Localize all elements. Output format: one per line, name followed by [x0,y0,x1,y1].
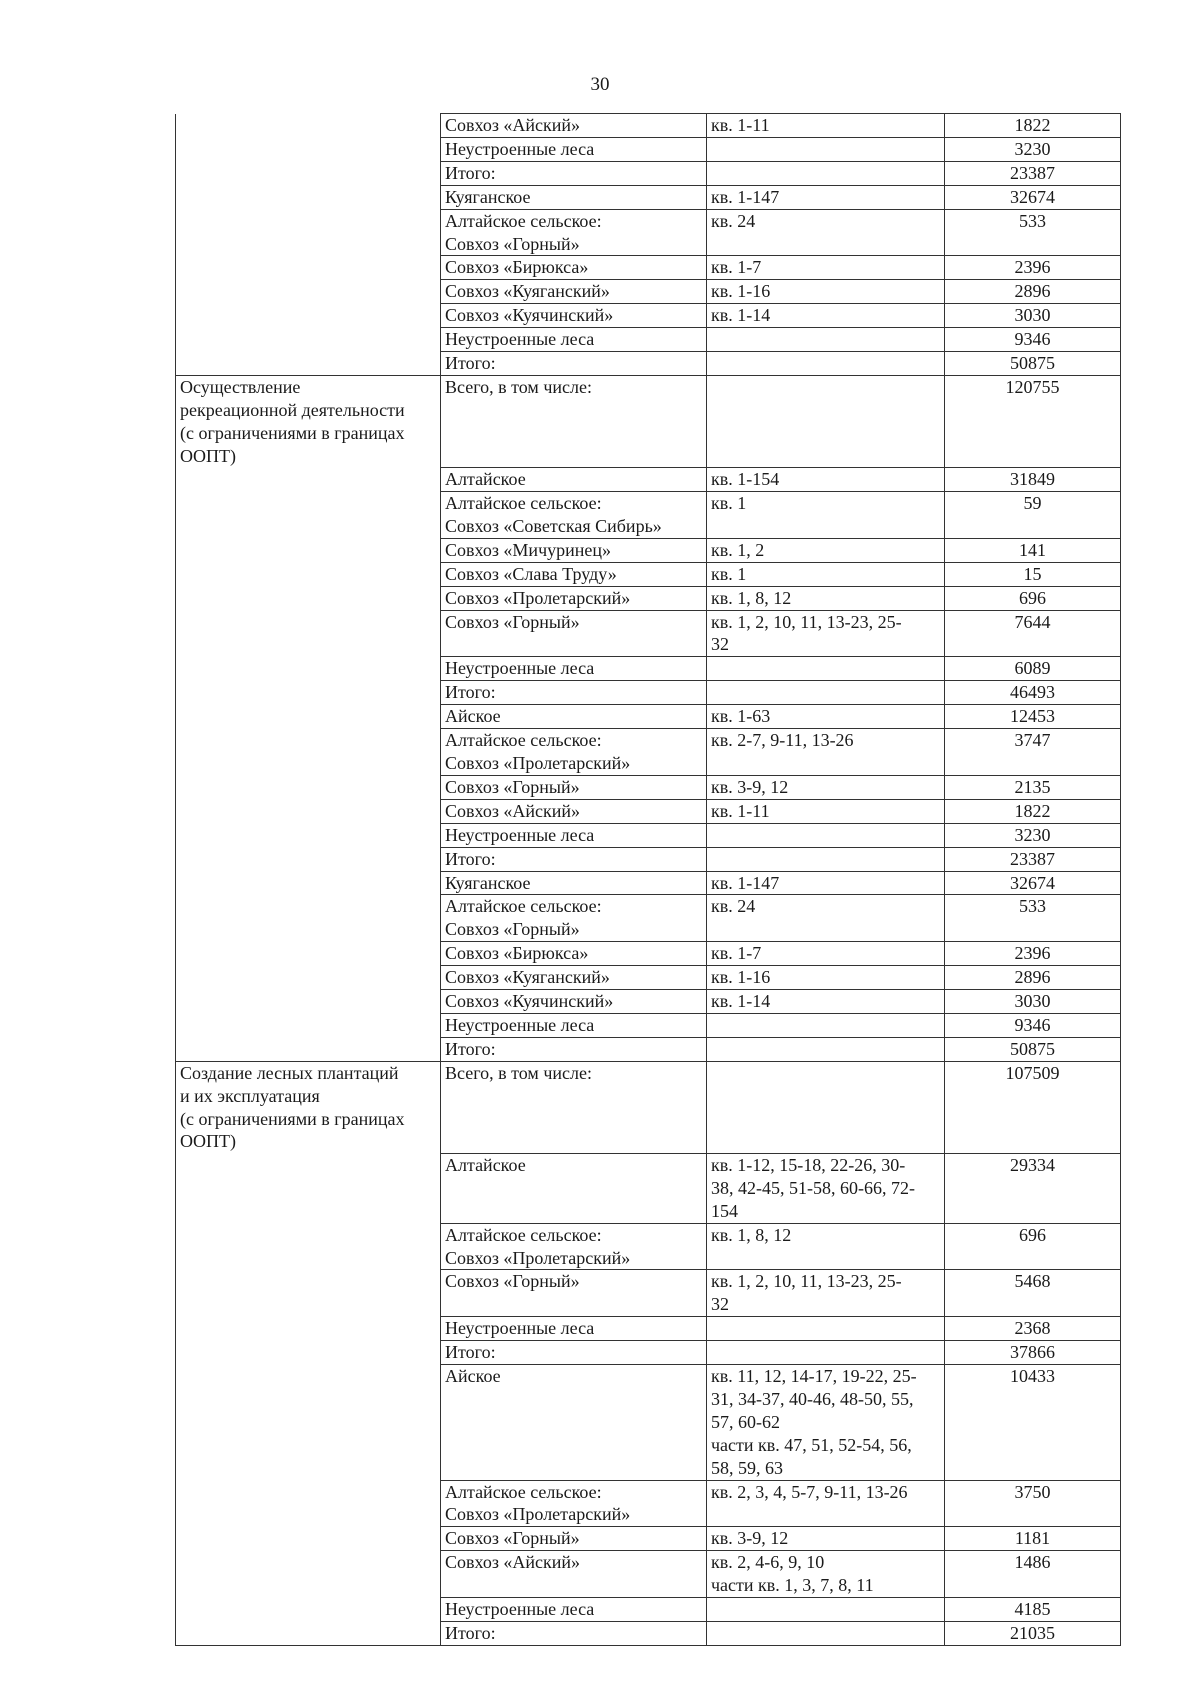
table-row [176,304,1121,328]
use-type-cell [176,161,441,185]
use-type-cell [176,1365,441,1481]
use-type-cell [176,256,441,280]
forestry-cell: Неустроенные леса [441,1317,707,1341]
forestry-cell: Алтайское [441,468,707,492]
use-type-cell [176,823,441,847]
area-cell: 31849 [945,468,1121,492]
table-row [176,256,1121,280]
use-type-cell [176,1270,441,1317]
table-row [176,1598,1121,1622]
use-type-cell [176,586,441,610]
forestry-cell: Совхоз «Слава Труду» [441,562,707,586]
area-cell: 3230 [945,137,1121,161]
cell-line: Алтайское сельское: [445,730,602,751]
table-row [176,705,1121,729]
table-row [176,610,1121,657]
table-row [176,1153,1121,1223]
area-cell: 21035 [945,1622,1121,1646]
use-type-cell [176,1480,441,1527]
cell-line: Алтайское сельское: [445,896,602,917]
area-cell: 2896 [945,280,1121,304]
forestry-cell: Неустроенные леса [441,1598,707,1622]
use-type-cell [176,1037,441,1061]
quarters-cell [707,823,945,847]
use-type-cell [176,375,441,467]
area-cell: 37866 [945,1341,1121,1365]
use-type-cell [176,1598,441,1622]
area-cell: 9346 [945,328,1121,352]
quarters-cell [707,1153,945,1223]
forestry-cell: Совхоз «Айский» [441,1551,707,1598]
quarters-cell [707,328,945,352]
cell-line: части кв. 47, 51, 52-54, 56, [711,1434,912,1455]
forestry-cell: Совхоз «Бирюкса» [441,256,707,280]
table-row [176,729,1121,776]
area-cell: 141 [945,538,1121,562]
table-row [176,681,1121,705]
area-cell: 2135 [945,775,1121,799]
table-row [176,492,1121,539]
cell-line: кв. 1-12, 15-18, 22-26, 30- [711,1154,906,1175]
quarters-cell [707,657,945,681]
area-cell: 23387 [945,847,1121,871]
area-cell: 29334 [945,1153,1121,1223]
table-row [176,1037,1121,1061]
table-row [176,137,1121,161]
cell-line: Алтайское сельское: [445,493,602,513]
forestry-cell: Совхоз «Мичуринец» [441,538,707,562]
use-type-cell [176,610,441,657]
quarters-cell: кв. 1-154 [707,468,945,492]
forestry-cell: Итого: [441,352,707,376]
quarters-cell: кв. 1, 2 [707,538,945,562]
forestry-cell: Всего, в том числе: [441,1061,707,1153]
quarters-cell [707,1037,945,1061]
page-number: 30 [590,74,610,95]
area-cell: 7644 [945,610,1121,657]
forestry-cell: Итого: [441,161,707,185]
use-type-cell [176,1341,441,1365]
forestry-cell: Совхоз «Айский» [441,114,707,138]
cell-line: Алтайское сельское: [445,210,602,231]
forestry-cell: Совхоз «Куячинский» [441,304,707,328]
table-row [176,1365,1121,1481]
quarters-cell [707,1013,945,1037]
cell-line: кв. 11, 12, 14-17, 19-22, 25- [711,1366,917,1387]
table-row [176,185,1121,209]
quarters-cell [707,847,945,871]
cell-line: 58, 59, 63 [711,1457,783,1478]
cell-line: 154 [711,1200,738,1221]
quarters-cell [707,1270,945,1317]
area-cell: 696 [945,586,1121,610]
use-type-cell [176,468,441,492]
quarters-cell: кв. 1-11 [707,799,945,823]
area-cell: 3747 [945,729,1121,776]
forestry-cell: Совхоз «Айский» [441,799,707,823]
quarters-cell: кв. 1-147 [707,185,945,209]
use-type-cell [176,942,441,966]
forestry-cell: Айское [441,705,707,729]
use-type-cell [176,114,441,138]
area-cell: 4185 [945,1598,1121,1622]
area-cell: 1486 [945,1551,1121,1598]
forestry-cell [441,895,707,942]
area-cell: 32674 [945,185,1121,209]
quarters-cell [707,1551,945,1598]
table-row [176,775,1121,799]
cell-line: ООПТ) [180,445,236,466]
quarters-cell: кв. 1-63 [707,705,945,729]
table-row [176,375,1121,467]
table-row [176,847,1121,871]
cell-line: (с ограничениями в границах [180,422,405,443]
area-cell: 533 [945,209,1121,256]
area-cell: 107509 [945,1061,1121,1153]
area-cell: 15 [945,562,1121,586]
cell-line: Осуществление [180,376,301,397]
area-cell: 120755 [945,375,1121,467]
area-cell: 696 [945,1223,1121,1270]
forestry-cell: Алтайское [441,1153,707,1223]
quarters-cell: кв. 1-14 [707,990,945,1014]
quarters-cell [707,137,945,161]
forestry-cell [441,1223,707,1270]
use-type-cell [176,847,441,871]
quarters-cell: кв. 24 [707,895,945,942]
table-row [176,468,1121,492]
cell-line: части кв. 1, 3, 7, 8, 11 [711,1575,874,1596]
use-type-cell [176,1527,441,1551]
quarters-cell: кв. 1, 8, 12 [707,586,945,610]
table-row [176,280,1121,304]
area-cell: 1181 [945,1527,1121,1551]
cell-line: кв. 1, 2, 10, 11, 13-23, 25- [711,611,902,632]
area-cell: 3230 [945,823,1121,847]
table-row [176,1223,1121,1270]
forestry-cell [441,492,707,539]
area-cell: 3030 [945,990,1121,1014]
use-type-cell [176,799,441,823]
table-row [176,538,1121,562]
table-row [176,823,1121,847]
quarters-cell [707,1365,945,1481]
use-type-cell [176,1622,441,1646]
cell-line: и их эксплуатация [180,1085,320,1106]
cell-line: Совхоз «Горный» [445,919,580,940]
table-row [176,1061,1121,1153]
area-cell: 1822 [945,114,1121,138]
use-type-cell [176,1153,441,1223]
quarters-cell: кв. 1-14 [707,304,945,328]
table-row [176,942,1121,966]
forestry-cell: Неустроенные леса [441,657,707,681]
cell-line: Совхоз «Горный» [445,233,580,254]
use-type-cell [176,280,441,304]
table-row [176,1480,1121,1527]
cell-line: Совхоз «Пролетарский» [445,1504,631,1525]
quarters-cell: кв. 2-7, 9-11, 13-26 [707,729,945,776]
quarters-cell: кв. 1-11 [707,114,945,138]
area-cell: 3030 [945,304,1121,328]
forestry-cell [441,1480,707,1527]
area-cell: 2896 [945,966,1121,990]
use-type-cell [176,657,441,681]
quarters-cell [707,161,945,185]
use-type-cell [176,990,441,1014]
use-type-cell [176,1551,441,1598]
forestry-cell: Неустроенные леса [441,823,707,847]
use-type-cell [176,966,441,990]
table-row [176,1270,1121,1317]
forestry-cell: Неустроенные леса [441,1013,707,1037]
forestry-cell: Совхоз «Горный» [441,610,707,657]
table-row [176,1622,1121,1646]
table-row [176,114,1121,138]
use-type-cell [176,1223,441,1270]
cell-line: Алтайское сельское: [445,1224,602,1245]
quarters-cell: кв. 1-7 [707,942,945,966]
table-row [176,966,1121,990]
cell-line: Совхоз «Пролетарский» [445,752,631,773]
forestry-cell: Итого: [441,847,707,871]
quarters-cell: кв. 3-9, 12 [707,775,945,799]
quarters-cell: кв. 1 [707,492,945,539]
area-cell: 59 [945,492,1121,539]
use-type-cell [176,895,441,942]
table-row [176,990,1121,1014]
cell-line: Создание лесных плантаций [180,1062,399,1083]
quarters-cell: кв. 1-16 [707,280,945,304]
cell-line: 38, 42-45, 51-58, 60-66, 72- [711,1177,915,1198]
table-row [176,1317,1121,1341]
quarters-cell [707,1341,945,1365]
area-cell: 50875 [945,1037,1121,1061]
quarters-cell: кв. 24 [707,209,945,256]
forestry-cell: Итого: [441,1341,707,1365]
area-cell: 1822 [945,799,1121,823]
use-type-cell [176,871,441,895]
use-type-cell [176,185,441,209]
table-row [176,328,1121,352]
cell-line: Совхоз «Пролетарский» [445,1247,631,1268]
quarters-cell: кв. 1, 8, 12 [707,1223,945,1270]
use-type-cell [176,538,441,562]
use-type-cell [176,705,441,729]
use-type-cell [176,1061,441,1153]
quarters-cell: кв. 2, 3, 4, 5-7, 9-11, 13-26 [707,1480,945,1527]
area-cell: 533 [945,895,1121,942]
table-row [176,1013,1121,1037]
use-type-cell [176,562,441,586]
quarters-cell: кв. 3-9, 12 [707,1527,945,1551]
table-row [176,895,1121,942]
cell-line: Алтайское сельское: [445,1481,602,1502]
quarters-cell [707,1598,945,1622]
quarters-cell [707,375,945,467]
table-row [176,209,1121,256]
forestry-cell: Совхоз «Горный» [441,775,707,799]
quarters-cell [707,1317,945,1341]
use-type-cell [176,1013,441,1037]
forestry-cell [441,209,707,256]
table-row [176,799,1121,823]
forestry-cell: Совхоз «Пролетарский» [441,586,707,610]
forestry-cell: Совхоз «Горный» [441,1527,707,1551]
use-type-cell [176,352,441,376]
area-cell: 32674 [945,871,1121,895]
area-cell: 12453 [945,705,1121,729]
use-type-cell [176,492,441,539]
cell-line: ООПТ) [180,1131,236,1152]
area-cell: 2368 [945,1317,1121,1341]
forestry-cell: Совхоз «Бирюкса» [441,942,707,966]
forestry-cell: Куяганское [441,185,707,209]
use-type-cell [176,681,441,705]
cell-line: 32 [711,634,729,655]
forestry-cell: Неустроенные леса [441,328,707,352]
use-type-cell [176,137,441,161]
use-type-cell [176,1317,441,1341]
use-type-cell [176,729,441,776]
quarters-cell: кв. 1 [707,562,945,586]
use-type-cell [176,328,441,352]
forestry-cell: Совхоз «Куяганский» [441,280,707,304]
quarters-cell [707,610,945,657]
quarters-cell: кв. 1-7 [707,256,945,280]
cell-line: (с ограничениями в границах [180,1108,405,1129]
area-cell: 5468 [945,1270,1121,1317]
area-cell: 9346 [945,1013,1121,1037]
use-type-cell [176,304,441,328]
table-row [176,161,1121,185]
cell-line: рекреационной деятельности [180,399,405,420]
cell-line: кв. 2, 4-6, 9, 10 [711,1552,825,1573]
cell-line: 57, 60-62 [711,1411,780,1432]
table-row [176,562,1121,586]
table-row [176,1527,1121,1551]
area-cell: 10433 [945,1365,1121,1481]
forest-use-table [175,113,1121,1646]
area-cell: 50875 [945,352,1121,376]
area-cell: 46493 [945,681,1121,705]
forestry-cell: Совхоз «Куяганский» [441,966,707,990]
cell-line: 31, 34-37, 40-46, 48-50, 55, [711,1388,914,1409]
quarters-cell [707,352,945,376]
forestry-cell: Всего, в том числе: [441,375,707,467]
cell-line: Совхоз «Советская Сибирь» [445,515,662,536]
quarters-cell [707,681,945,705]
quarters-cell [707,1061,945,1153]
forestry-cell: Куяганское [441,871,707,895]
forestry-cell [441,729,707,776]
forestry-cell: Айское [441,1365,707,1481]
area-cell: 3750 [945,1480,1121,1527]
forestry-cell: Совхоз «Горный» [441,1270,707,1317]
forestry-cell: Совхоз «Куячинский» [441,990,707,1014]
table-row [176,657,1121,681]
table-row [176,871,1121,895]
cell-line: кв. 1, 2, 10, 11, 13-23, 25- [711,1271,902,1292]
table-row [176,1341,1121,1365]
area-cell: 2396 [945,256,1121,280]
table-body [176,114,1121,1646]
table-row [176,352,1121,376]
cell-line: 32 [711,1294,729,1315]
quarters-cell [707,1622,945,1646]
area-cell: 23387 [945,161,1121,185]
table-row [176,586,1121,610]
forestry-cell: Итого: [441,1037,707,1061]
forestry-cell: Неустроенные леса [441,137,707,161]
quarters-cell: кв. 1-16 [707,966,945,990]
quarters-cell: кв. 1-147 [707,871,945,895]
use-type-cell [176,209,441,256]
use-type-cell [176,775,441,799]
area-cell: 2396 [945,942,1121,966]
forestry-cell: Итого: [441,1622,707,1646]
forestry-cell: Итого: [441,681,707,705]
area-cell: 6089 [945,657,1121,681]
table-row [176,1551,1121,1598]
